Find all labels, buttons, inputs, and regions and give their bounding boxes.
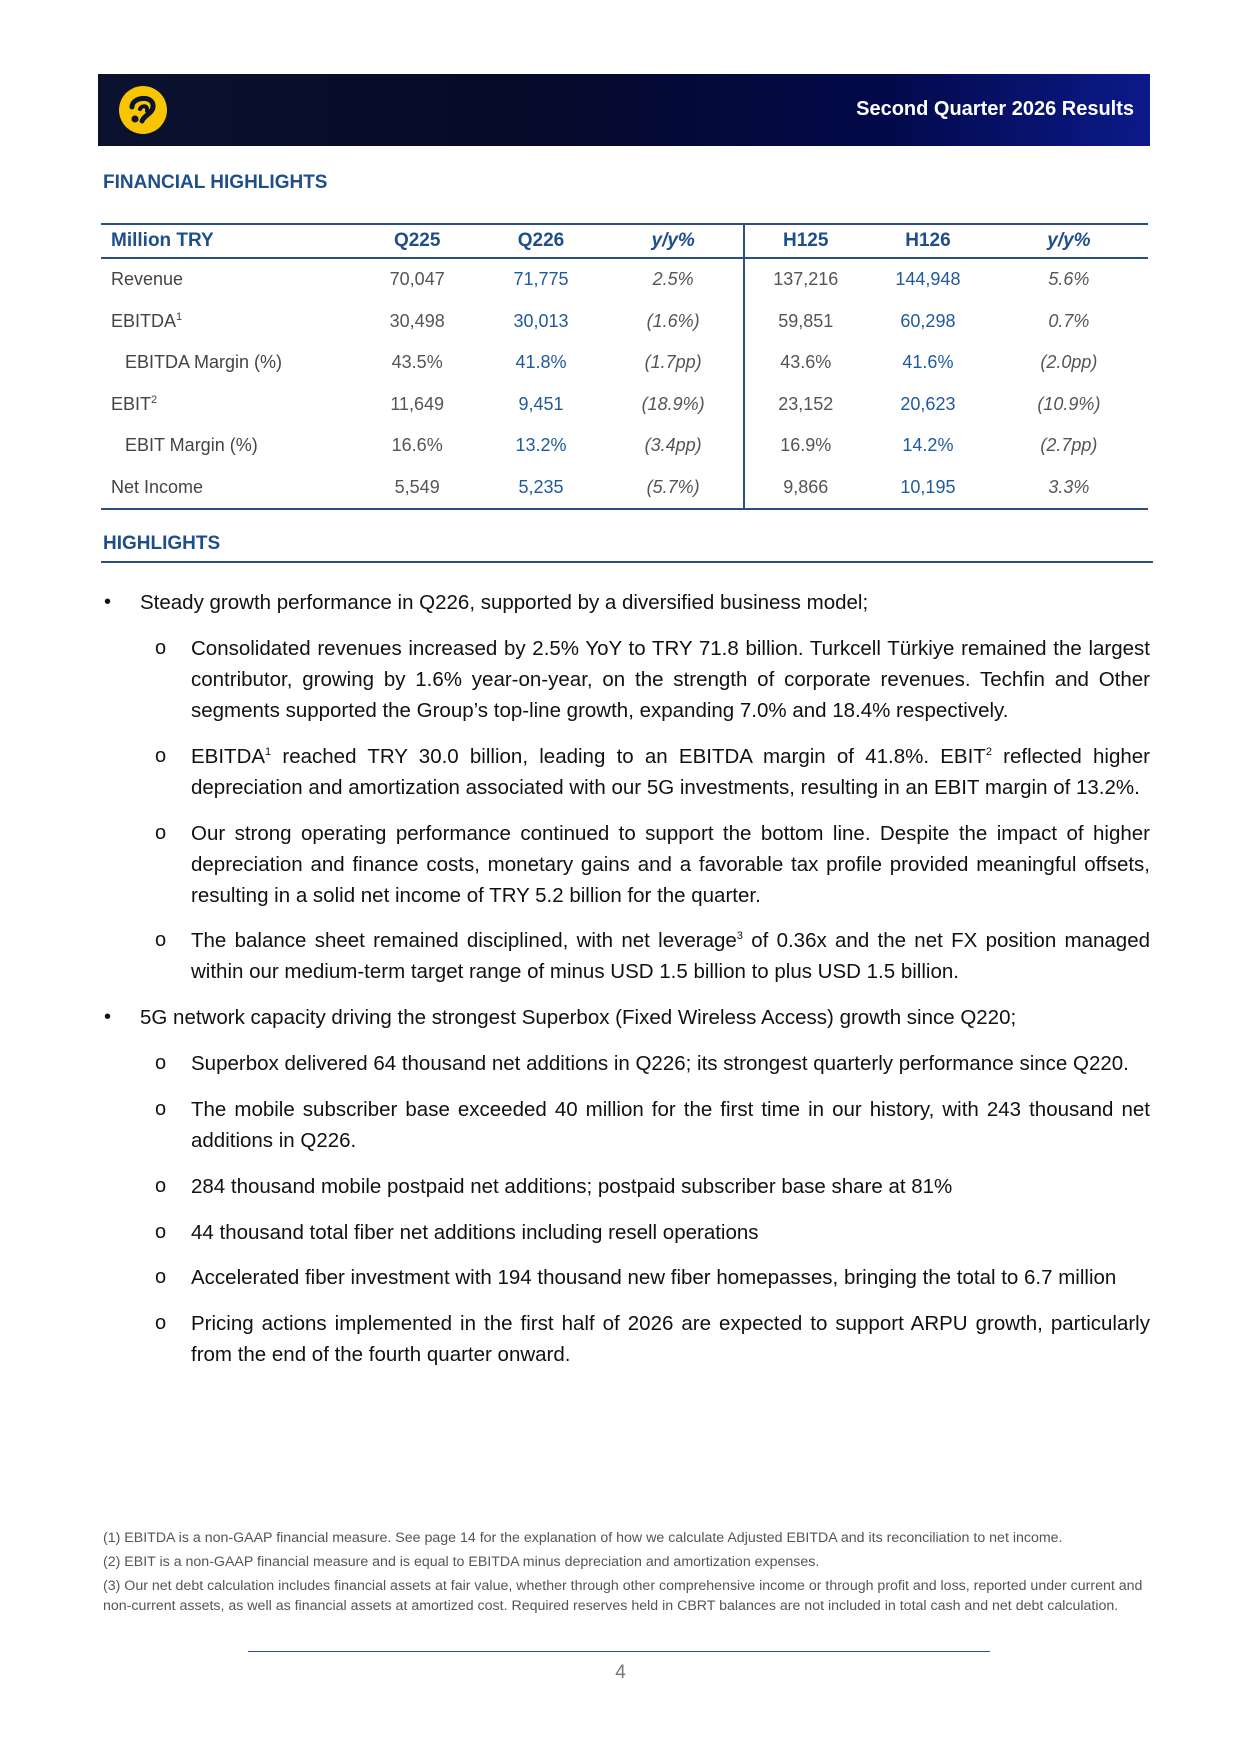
- table-cell: 13.2%: [515, 435, 567, 456]
- table-row: [101, 467, 1148, 510]
- sub-bullet-marker: o: [155, 1266, 167, 1288]
- column-header: Million TRY: [101, 224, 355, 258]
- column-header: Q225: [355, 224, 479, 258]
- footnote-ref: 3: [736, 930, 743, 943]
- table-cell: 137,216: [773, 269, 839, 290]
- sub-bullet-marker: o: [155, 1312, 167, 1334]
- sub-bullet-marker: o: [155, 822, 167, 844]
- table-cell: 5,549: [355, 467, 479, 510]
- row-label: [101, 384, 355, 426]
- table-row: [101, 301, 1148, 343]
- table-cell: 30,498: [389, 310, 445, 331]
- table-cell: (2.0pp): [1040, 352, 1098, 373]
- table-cell: 11,649: [390, 393, 445, 414]
- table-cell: (5.7%): [603, 467, 745, 510]
- table-cell: 5,235: [479, 467, 603, 510]
- text-run: EBITDA: [191, 745, 266, 768]
- page-number: 4: [615, 1662, 626, 1683]
- row-label: Revenue: [111, 269, 184, 290]
- table-row: [101, 384, 1148, 426]
- table-cell: 3.3%: [990, 467, 1148, 510]
- highlights-title: HIGHLIGHTS: [103, 533, 221, 554]
- column-header: Q226: [479, 224, 603, 258]
- column-header: H126: [866, 224, 990, 258]
- table-cell: 43.5%: [391, 352, 443, 373]
- sub-bullet-marker: o: [155, 1052, 167, 1074]
- row-label-text: EBITDA: [111, 310, 177, 331]
- highlight-sub-item: 44 thousand total fiber net additions including resell operations: [191, 1221, 759, 1244]
- bullet-marker: •: [104, 591, 112, 613]
- table-cell: 9,866: [744, 467, 866, 510]
- turkcell-logo-icon: [118, 85, 168, 135]
- text-run: The balance sheet remained disciplined, with net leverage: [191, 929, 737, 952]
- footnote-2: (2) EBIT is a non-GAAP financial measure and is equal to EBITDA minus depreciation and amortization expenses.: [103, 1554, 820, 1570]
- table-cell: 10,195: [866, 467, 990, 510]
- footnote-ref: 1: [265, 746, 272, 759]
- footnote-ref: 1: [176, 310, 183, 323]
- table-cell: 9,451: [518, 393, 564, 414]
- text-run: reached TRY 30.0 billion, leading to an EBITDA margin of 41.8%. EBIT: [271, 745, 986, 768]
- text-run: reflected higher depreciation and amortization associated with our 5G investments, resulting in an EBIT margin of 13.2%.: [191, 745, 1150, 799]
- highlight-sub-item: [191, 925, 1150, 987]
- report-title: Second Quarter 2026 Results: [856, 98, 1134, 120]
- table-cell: 2.5%: [603, 258, 745, 301]
- table-header-row: [101, 224, 1148, 258]
- table-cell: 30,013: [513, 310, 569, 331]
- column-header: y/y%: [603, 224, 745, 258]
- highlight-sub-item: [191, 741, 1150, 803]
- table-cell: 71,775: [513, 269, 569, 290]
- financial-highlights-table: [101, 223, 1148, 510]
- table-cell: 16.6%: [391, 435, 443, 456]
- sub-bullet-marker: o: [155, 1221, 167, 1243]
- table-cell: 41.6%: [902, 352, 954, 373]
- table-row: [101, 342, 1148, 384]
- row-label: EBIT Margin (%): [125, 435, 258, 456]
- table-cell: 16.9%: [780, 435, 832, 456]
- table-cell: 144,948: [895, 269, 961, 290]
- table-cell: 41.8%: [515, 352, 567, 373]
- highlights-divider: [101, 561, 1153, 563]
- row-label: Net Income: [101, 467, 355, 510]
- highlight-sub-item: Superbox delivered 64 thousand net additions in Q226; its strongest quarterly performance since Q220.: [191, 1052, 1129, 1075]
- table-cell: 70,047: [389, 269, 445, 290]
- table-cell: 20,623: [900, 393, 956, 414]
- highlight-sub-item: 284 thousand mobile postpaid net additions; postpaid subscriber base share at 81%: [191, 1175, 953, 1198]
- row-label: EBITDA Margin (%): [125, 352, 283, 373]
- financial-highlights-title: FINANCIAL HIGHLIGHTS: [103, 172, 328, 193]
- table-cell: 5.6%: [1048, 269, 1090, 290]
- row-label-text: EBIT: [111, 393, 152, 414]
- table-cell: (3.4pp): [603, 425, 745, 467]
- footer-divider: [248, 1651, 990, 1652]
- highlight-sub-item: Pricing actions implemented in the first half of 2026 are expected to support ARPU growth, particularly from the end of the fourth quarter onward.: [191, 1312, 1150, 1366]
- header-band: [98, 74, 1150, 146]
- table-cell: 43.6%: [780, 352, 832, 373]
- table-row: [101, 425, 1148, 467]
- table-cell: 59,851: [778, 310, 834, 331]
- sub-bullet-marker: o: [155, 929, 167, 951]
- table-cell: 23,152: [778, 393, 834, 414]
- highlight-bullet: Steady growth performance in Q226, supported by a diversified business model;: [140, 591, 869, 614]
- text-run: of 0.36x and the net FX position managed within our medium-term target range of minus USD 1.5 billion to plus USD 1.5 billion.: [191, 929, 1150, 983]
- table-cell: (10.9%): [1037, 393, 1101, 414]
- column-header: H125: [744, 224, 866, 258]
- table-cell: (1.7pp): [603, 342, 745, 384]
- table-cell: (2.7pp): [1040, 435, 1098, 456]
- table-cell: 14.2%: [902, 435, 954, 456]
- highlight-bullet: 5G network capacity driving the strongest Superbox (Fixed Wireless Access) growth since Q220;: [140, 1006, 1017, 1029]
- table-cell: (18.9%): [603, 384, 745, 426]
- highlight-sub-item: Our strong operating performance continued to support the bottom line. Despite the impact of higher depreciation and finance costs, monetary gains and a favorable tax profile provided meaningful offsets, resulting in a solid net income of TRY 5.2 billion for the quarter.: [191, 822, 1150, 907]
- sub-bullet-marker: o: [155, 637, 167, 659]
- sub-bullet-marker: o: [155, 745, 167, 767]
- footnote-3: (3) Our net debt calculation includes financial assets at fair value, whether through other comprehensive income or through profit and loss, reported under current and non-current assets, as well as financial assets at amortized cost. Required reserves held in CBRT balances are not included in total cash and net debt calculation.: [103, 1578, 1143, 1614]
- highlight-sub-item: Accelerated fiber investment with 194 thousand new fiber homepasses, bringing the total to 6.7 million: [191, 1266, 1117, 1289]
- table-cell: 60,298: [900, 310, 956, 331]
- highlight-sub-item: Consolidated revenues increased by 2.5% YoY to TRY 71.8 billion. Turkcell Türkiye remained the largest contributor, growing by 1.6% year-on-year, on the strength of corporate revenues. Techfin and Other segments supported the Group’s top-line growth, expanding 7.0% and 18.4% respectively.: [191, 637, 1150, 722]
- sub-bullet-marker: o: [155, 1098, 167, 1120]
- highlight-sub-item: The mobile subscriber base exceeded 40 million for the first time in our history, with 243 thousand net additions in Q226.: [191, 1098, 1150, 1152]
- table-cell: (1.6%): [603, 301, 745, 343]
- sub-bullet-marker: o: [155, 1175, 167, 1197]
- footnote-ref: 2: [151, 393, 158, 406]
- column-header: y/y%: [990, 224, 1148, 258]
- footnote-1: (1) EBITDA is a non-GAAP financial measure. See page 14 for the explanation of how we calculate Adjusted EBITDA and its reconciliation to net income.: [103, 1530, 1063, 1546]
- row-label: [101, 301, 355, 343]
- footnote-ref: 2: [985, 746, 992, 759]
- table-row: [101, 258, 1148, 301]
- bullet-marker: •: [104, 1006, 112, 1028]
- table-cell: 0.7%: [1048, 310, 1090, 331]
